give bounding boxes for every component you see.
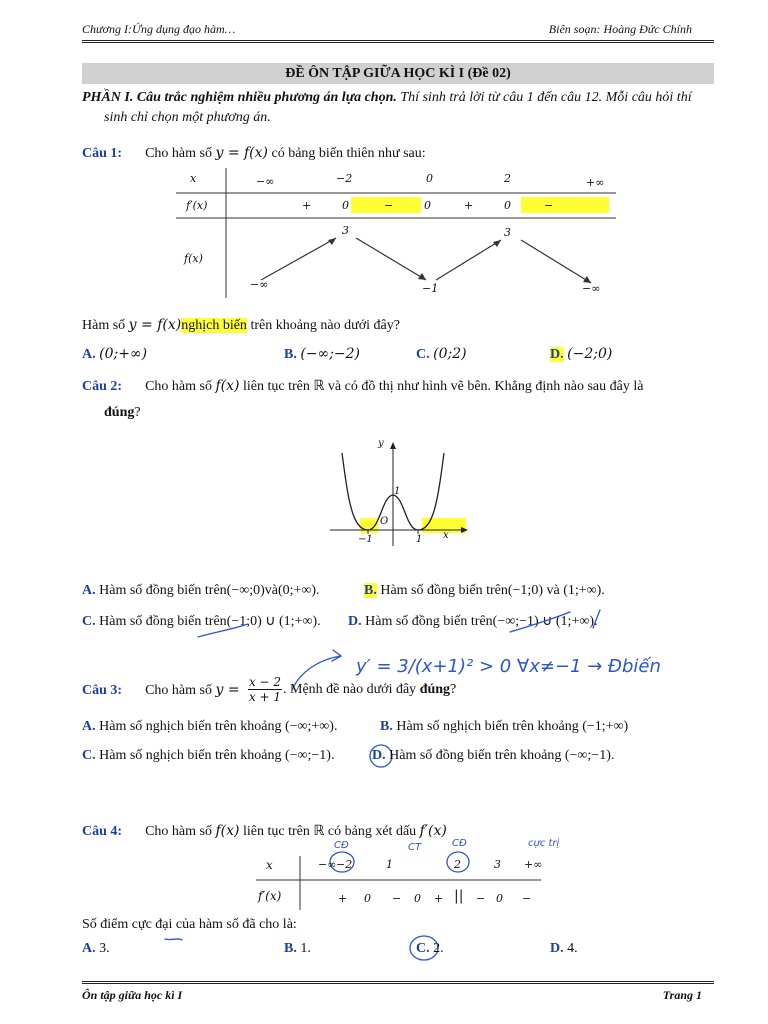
q4-option-c-text: 2. [433, 941, 444, 956]
q1-x-label: x [190, 172, 197, 185]
part1-instructions: Thí sinh trả lời từ câu 1 đến câu 12. Mỗi câu hỏi thí [400, 90, 692, 105]
q4-fp-s3: 0 [414, 892, 421, 905]
q2-option-b-text: Hàm số đồng biến trên(−1;0) và (1;+∞). [380, 583, 605, 598]
q4-x-val-1: −2 [336, 858, 353, 871]
header-chapter: Chương I:Ứng dụng đạo hàm… [82, 22, 236, 36]
q2-option-d-letter: D. [348, 614, 362, 629]
q2-origin: O [380, 516, 389, 527]
q3-stem [82, 682, 240, 699]
pen-strike-d [510, 612, 570, 632]
q3-option-b[interactable] [380, 719, 628, 735]
pen-mark-d [593, 610, 600, 628]
q1-fp-s6: − [544, 199, 554, 212]
q4-fp-s4: + [434, 892, 444, 905]
q4-option-b[interactable] [284, 941, 311, 957]
q4-fp-s2: − [392, 892, 402, 905]
q1-option-a-letter: A. [82, 347, 96, 362]
pen-derivative: y′ = 3/(x+1)² > 0 ∀x≠−1 → Đbiến [356, 656, 661, 677]
q3-option-c[interactable] [82, 748, 334, 764]
q4-stem [82, 823, 447, 840]
q2-label: Câu 2: [82, 379, 123, 394]
q1-fp-s2: − [384, 199, 394, 212]
q1-option-d-text: (−2;0) [567, 346, 613, 362]
q4-question: Số điểm cực đại của hàm số đã cho là: [82, 917, 297, 932]
part1-instructions-2: sinh chỉ chọn một phương án. [104, 110, 271, 125]
q1-label: Câu 1: [82, 146, 123, 161]
q1-option-d-letter: D. [550, 347, 564, 362]
q4-function: f(x) [215, 823, 240, 839]
q1-question-func: y = f(x) [128, 317, 182, 333]
q2-stem-b: liên tục trên ℝ và có đồ thị như hình vẽ bên. Khẳng định nào sau đây là [242, 379, 644, 394]
q2-option-c-letter: C. [82, 614, 96, 629]
q1-f-max-1: 3 [342, 224, 349, 237]
pen-annot-4: cực trị [528, 838, 560, 849]
q4-option-d-text: 4. [567, 941, 578, 956]
q3-frac-den: x + 1 [248, 690, 282, 704]
q4-x-val-4: 3 [494, 858, 501, 871]
q1-f-right: −∞ [582, 282, 601, 295]
q3-option-d-text: Hàm số đồng biến trên khoảng (−∞;−1). [389, 748, 615, 763]
q4-x-val-2: 1 [386, 858, 393, 871]
q3-label: Câu 3: [82, 683, 123, 698]
q1-fp-s3: 0 [424, 199, 431, 212]
q2-tick-label-m1: −1 [358, 534, 373, 545]
pen-arrow-head [332, 650, 341, 661]
q2-stem-d: ? [134, 405, 141, 420]
q3-option-c-text: Hàm số nghịch biến trên khoảng (−∞;−1). [99, 748, 335, 763]
q1-x-val-3: 2 [504, 172, 511, 185]
q4-fp-s0: + [338, 892, 348, 905]
q4-option-d-letter: D. [550, 941, 564, 956]
q4-option-c-letter: C. [416, 941, 430, 956]
q2-option-d-text: Hàm số đồng biến trên(−∞;−1) ∪ (1;+∞). [365, 614, 598, 629]
q1-f-max-2: 3 [504, 226, 511, 239]
q1-fp-s4: + [464, 199, 474, 212]
q1-option-c-text: (0;2) [433, 346, 467, 362]
q3-option-a-letter: A. [82, 719, 96, 734]
q1-x-val-0: −∞ [256, 175, 275, 188]
q2-tick-label-1: 1 [394, 486, 401, 497]
q2-x-label: x [443, 530, 449, 541]
pen-strike-c [198, 624, 248, 637]
q2-y-label: y [378, 438, 384, 449]
q3-frac-num: x − 2 [248, 675, 282, 689]
q3-option-d[interactable] [372, 748, 614, 764]
q4-fp-s6: − [476, 892, 486, 905]
q3-stem-d: ? [450, 682, 457, 697]
q4-sign-table [256, 850, 546, 912]
q1-f-left: −∞ [250, 278, 269, 291]
q3-option-c-letter: C. [82, 748, 96, 763]
q4-stem-b: liên tục trên ℝ có bảng xét dấu [242, 824, 417, 839]
q1-option-b-letter: B. [284, 347, 297, 362]
q4-derivative: f′(x) [419, 823, 447, 839]
q1-fp-s5: 0 [504, 199, 511, 212]
q4-fp-s1: 0 [364, 892, 371, 905]
q3-stem-2 [283, 682, 456, 698]
footer-title: Ôn tập giữa học kì I [82, 988, 183, 1002]
q1-option-c-letter: C. [416, 347, 430, 362]
q1-x-val-2: 0 [426, 172, 433, 185]
q3-option-b-letter: B. [380, 719, 393, 734]
q2-option-c-text: Hàm số đồng biến trên(−1;0) ∪ (1;+∞). [99, 614, 321, 629]
q4-option-a[interactable] [82, 941, 110, 957]
q4-x-val-3: 2 [454, 858, 461, 871]
q3-stem-a: Cho hàm số [145, 683, 212, 698]
q1-question-a: Hàm số [82, 318, 126, 333]
q3-y-eq: y = [215, 682, 240, 698]
q2-option-a-text: Hàm số đồng biến trên(−∞;0)và(0;+∞). [99, 583, 320, 598]
q4-option-b-text: 1. [300, 941, 311, 956]
q1-function: y = f(x) [215, 145, 268, 161]
q1-fp-s0: + [302, 199, 312, 212]
q4-stem-a: Cho hàm số [145, 824, 212, 839]
q3-option-a-text: Hàm số nghịch biến trên khoảng (−∞;+∞). [99, 719, 338, 734]
q2-tick-label-x1: 1 [416, 534, 423, 545]
q1-x-val-1: −2 [336, 172, 353, 185]
q4-option-a-text: 3. [99, 941, 110, 956]
q2-stem-c: đúng [104, 405, 135, 420]
q4-option-b-letter: B. [284, 941, 297, 956]
q1-option-b-text: (−∞;−2) [300, 346, 361, 362]
q4-x-label: x [266, 858, 273, 872]
q1-f-label: f(x) [184, 252, 203, 265]
q2-option-b-letter: B. [364, 583, 377, 598]
q4-option-c[interactable] [416, 941, 444, 957]
q4-fp-s5: || [454, 888, 464, 904]
q4-fp-s7: 0 [496, 892, 503, 905]
q3-option-a[interactable] [82, 719, 337, 735]
q2-option-a-letter: A. [82, 583, 96, 598]
footer-rule [82, 981, 714, 982]
q1-f-min: −1 [422, 282, 439, 295]
q3-option-b-text: Hàm số nghịch biến trên khoảng (−1;+∞) [396, 719, 629, 734]
q3-stem-c: đúng [419, 682, 451, 697]
q4-x-val-0: −∞ [318, 858, 337, 871]
pen-annot-3: CĐ [452, 838, 467, 849]
q3-fraction [248, 675, 282, 704]
q1-question-b: trên khoảng nào dưới đây? [250, 318, 400, 333]
q4-fp-s8: − [522, 892, 532, 905]
q1-x-val-4: +∞ [586, 176, 605, 189]
q3-stem-b: . Mệnh đề nào dưới đây [283, 682, 417, 697]
pen-annot-1: CĐ [334, 840, 349, 851]
q4-x-val-5: +∞ [524, 858, 543, 871]
q4-option-d[interactable] [550, 941, 578, 957]
q4-option-a-letter: A. [82, 941, 96, 956]
q1-stem-a: Cho hàm số [145, 146, 212, 161]
q3-option-d-letter: D. [372, 748, 386, 763]
q2-function: f(x) [215, 378, 240, 394]
q4-fp-label: f′(x) [258, 889, 282, 903]
q1-fp-label: f′(x) [186, 199, 208, 212]
q4-label: Câu 4: [82, 824, 123, 839]
footer-page: Trang 1 [662, 988, 702, 1002]
q1-stem-b: có bảng biến thiên như sau: [271, 146, 426, 161]
pen-annot-2: CT [408, 842, 422, 853]
exam-title: ĐỀ ÔN TẬP GIỮA HỌC KÌ I (Đề 02) [285, 66, 511, 81]
q1-question-highlight: nghịch biến [181, 318, 247, 333]
q1-fp-s1: 0 [342, 199, 349, 212]
pen-underline [165, 939, 182, 940]
q1-option-a-text: (0;+∞) [99, 346, 148, 362]
footer-rule-2 [82, 983, 714, 984]
header-author: Biên soạn: Hoàng Đức Chính [548, 22, 692, 36]
q2-stem-a: Cho hàm số [145, 379, 212, 394]
part1-heading: PHẦN I. Câu trắc nghiệm nhiều phương án lựa chọn. [82, 90, 397, 105]
